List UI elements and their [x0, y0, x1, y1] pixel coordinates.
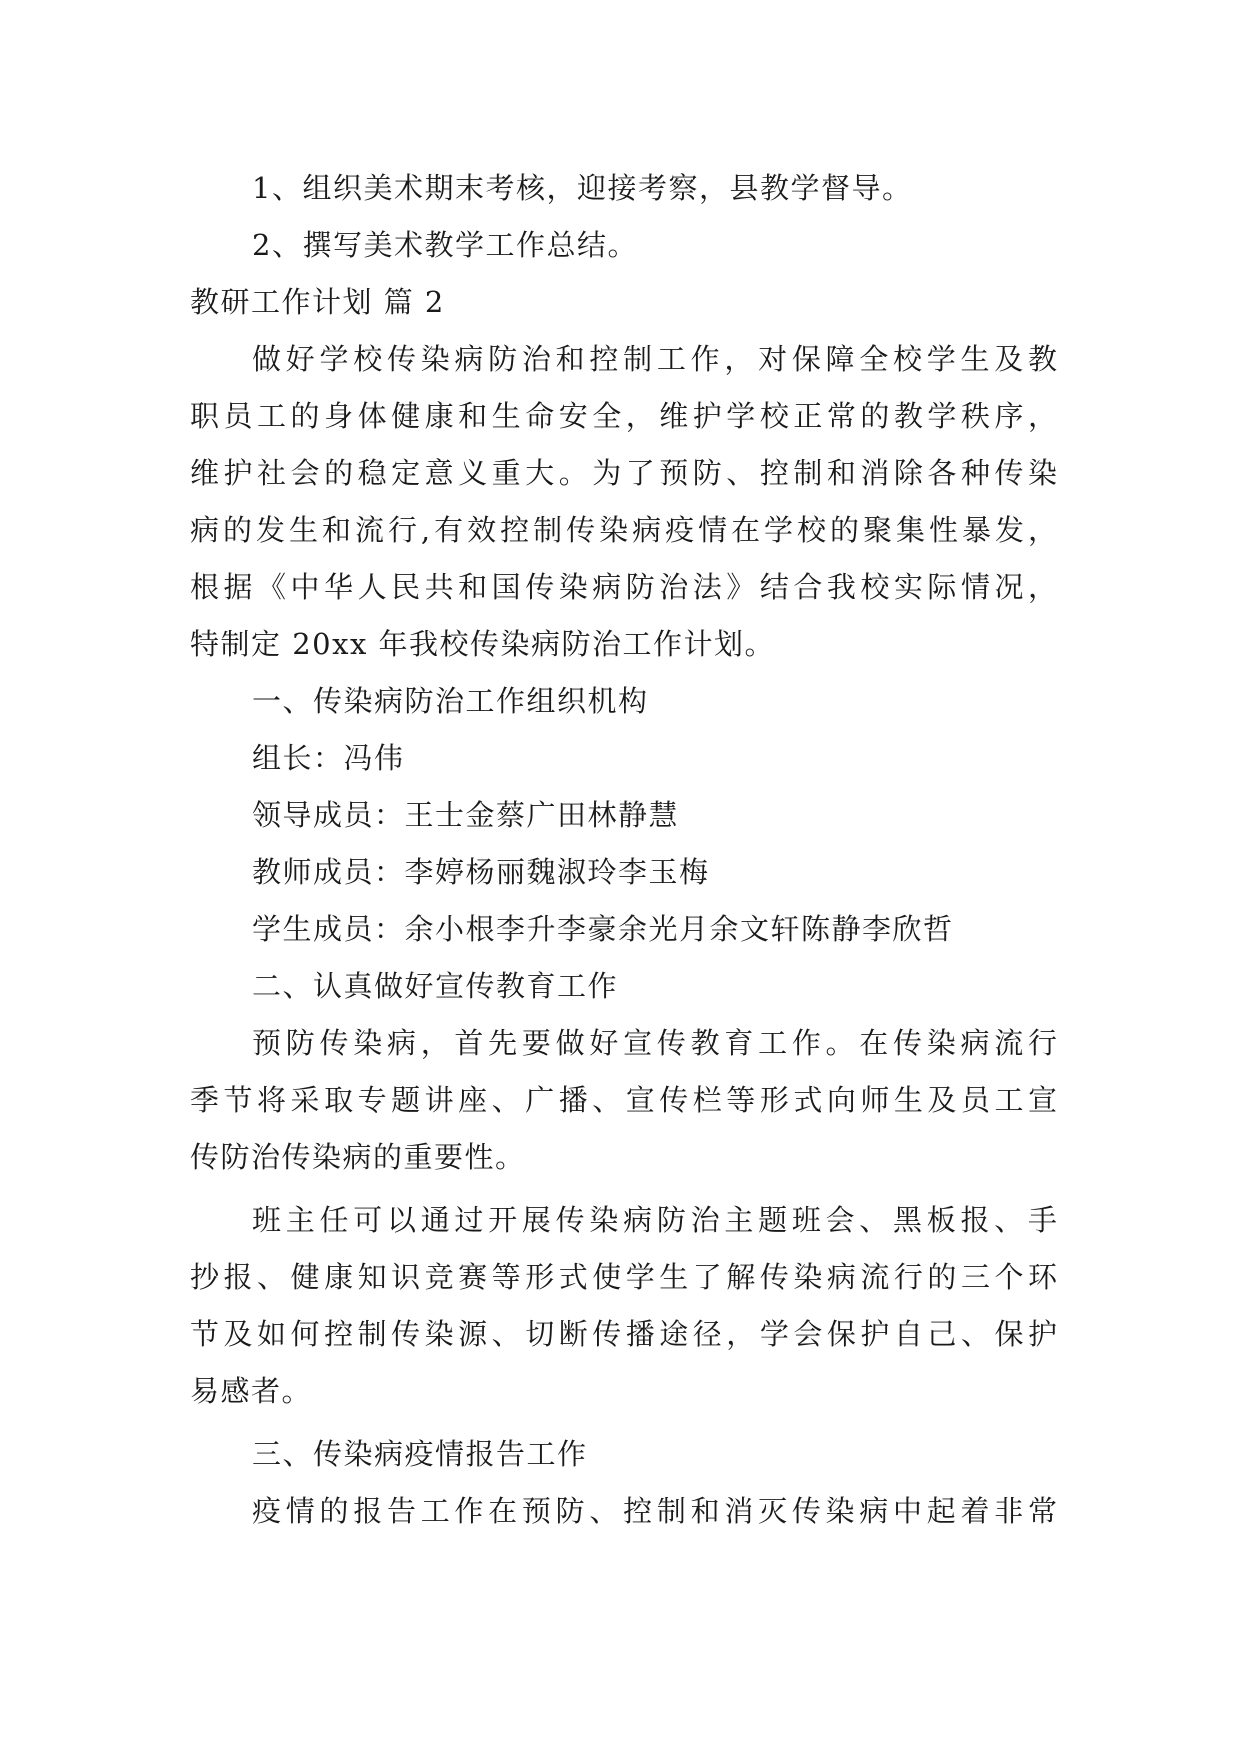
text-line: 2、撰写美术教学工作总结。: [252, 228, 638, 262]
text-line: 传防治传染病的重要性。: [190, 1140, 526, 1174]
text-line: 根据《中华人民共和国传染病防治法》结合我校实际情况，: [190, 570, 1058, 604]
text-line: 易感者。: [190, 1374, 313, 1408]
text-line: 特制定 20xx 年我校传染病防治工作计划。: [190, 627, 776, 661]
text-line: 做好学校传染病防治和控制工作，对保障全校学生及教: [252, 342, 1058, 376]
text-line: 1、组织美术期末考核，迎接考察，县教学督导。: [252, 171, 913, 205]
text-line: 职员工的身体健康和生命安全，维护学校正常的教学秩序，: [190, 399, 1058, 433]
subheading: 一、传染病防治工作组织机构: [252, 684, 649, 718]
text-line: 领导成员：王士金蔡广田林静慧: [252, 798, 680, 832]
text-line: 预防传染病，首先要做好宣传教育工作。在传染病流行: [252, 1026, 1058, 1060]
document-body: [190, 160, 1058, 1540]
text-line: 抄报、健康知识竞赛等形式使学生了解传染病流行的三个环: [190, 1260, 1058, 1294]
text-line: 维护社会的稳定意义重大。为了预防、控制和消除各种传染: [190, 456, 1058, 490]
text-line: 组长：冯伟: [252, 741, 405, 775]
text-line: 学生成员：余小根李升李豪余光月余文轩陈静李欣哲: [252, 912, 954, 946]
section-title: 教研工作计划 篇 2: [190, 285, 445, 319]
text-line: 班主任可以通过开展传染病防治主题班会、黑板报、手: [252, 1203, 1058, 1237]
text-line: 疫情的报告工作在预防、控制和消灭传染病中起着非常: [252, 1494, 1058, 1528]
text-line: 教师成员：李婷杨丽魏淑玲李玉梅: [252, 855, 710, 889]
subheading: 三、传染病疫情报告工作: [252, 1437, 588, 1471]
text-line: 节及如何控制传染源、切断传播途径，学会保护自己、保护: [190, 1317, 1058, 1351]
text-line: 季节将采取专题讲座、广播、宣传栏等形式向师生及员工宣: [190, 1083, 1058, 1117]
text-line: 病的发生和流行,有效控制传染病疫情在学校的聚集性暴发，: [190, 513, 1058, 547]
subheading: 二、认真做好宣传教育工作: [252, 969, 619, 1003]
